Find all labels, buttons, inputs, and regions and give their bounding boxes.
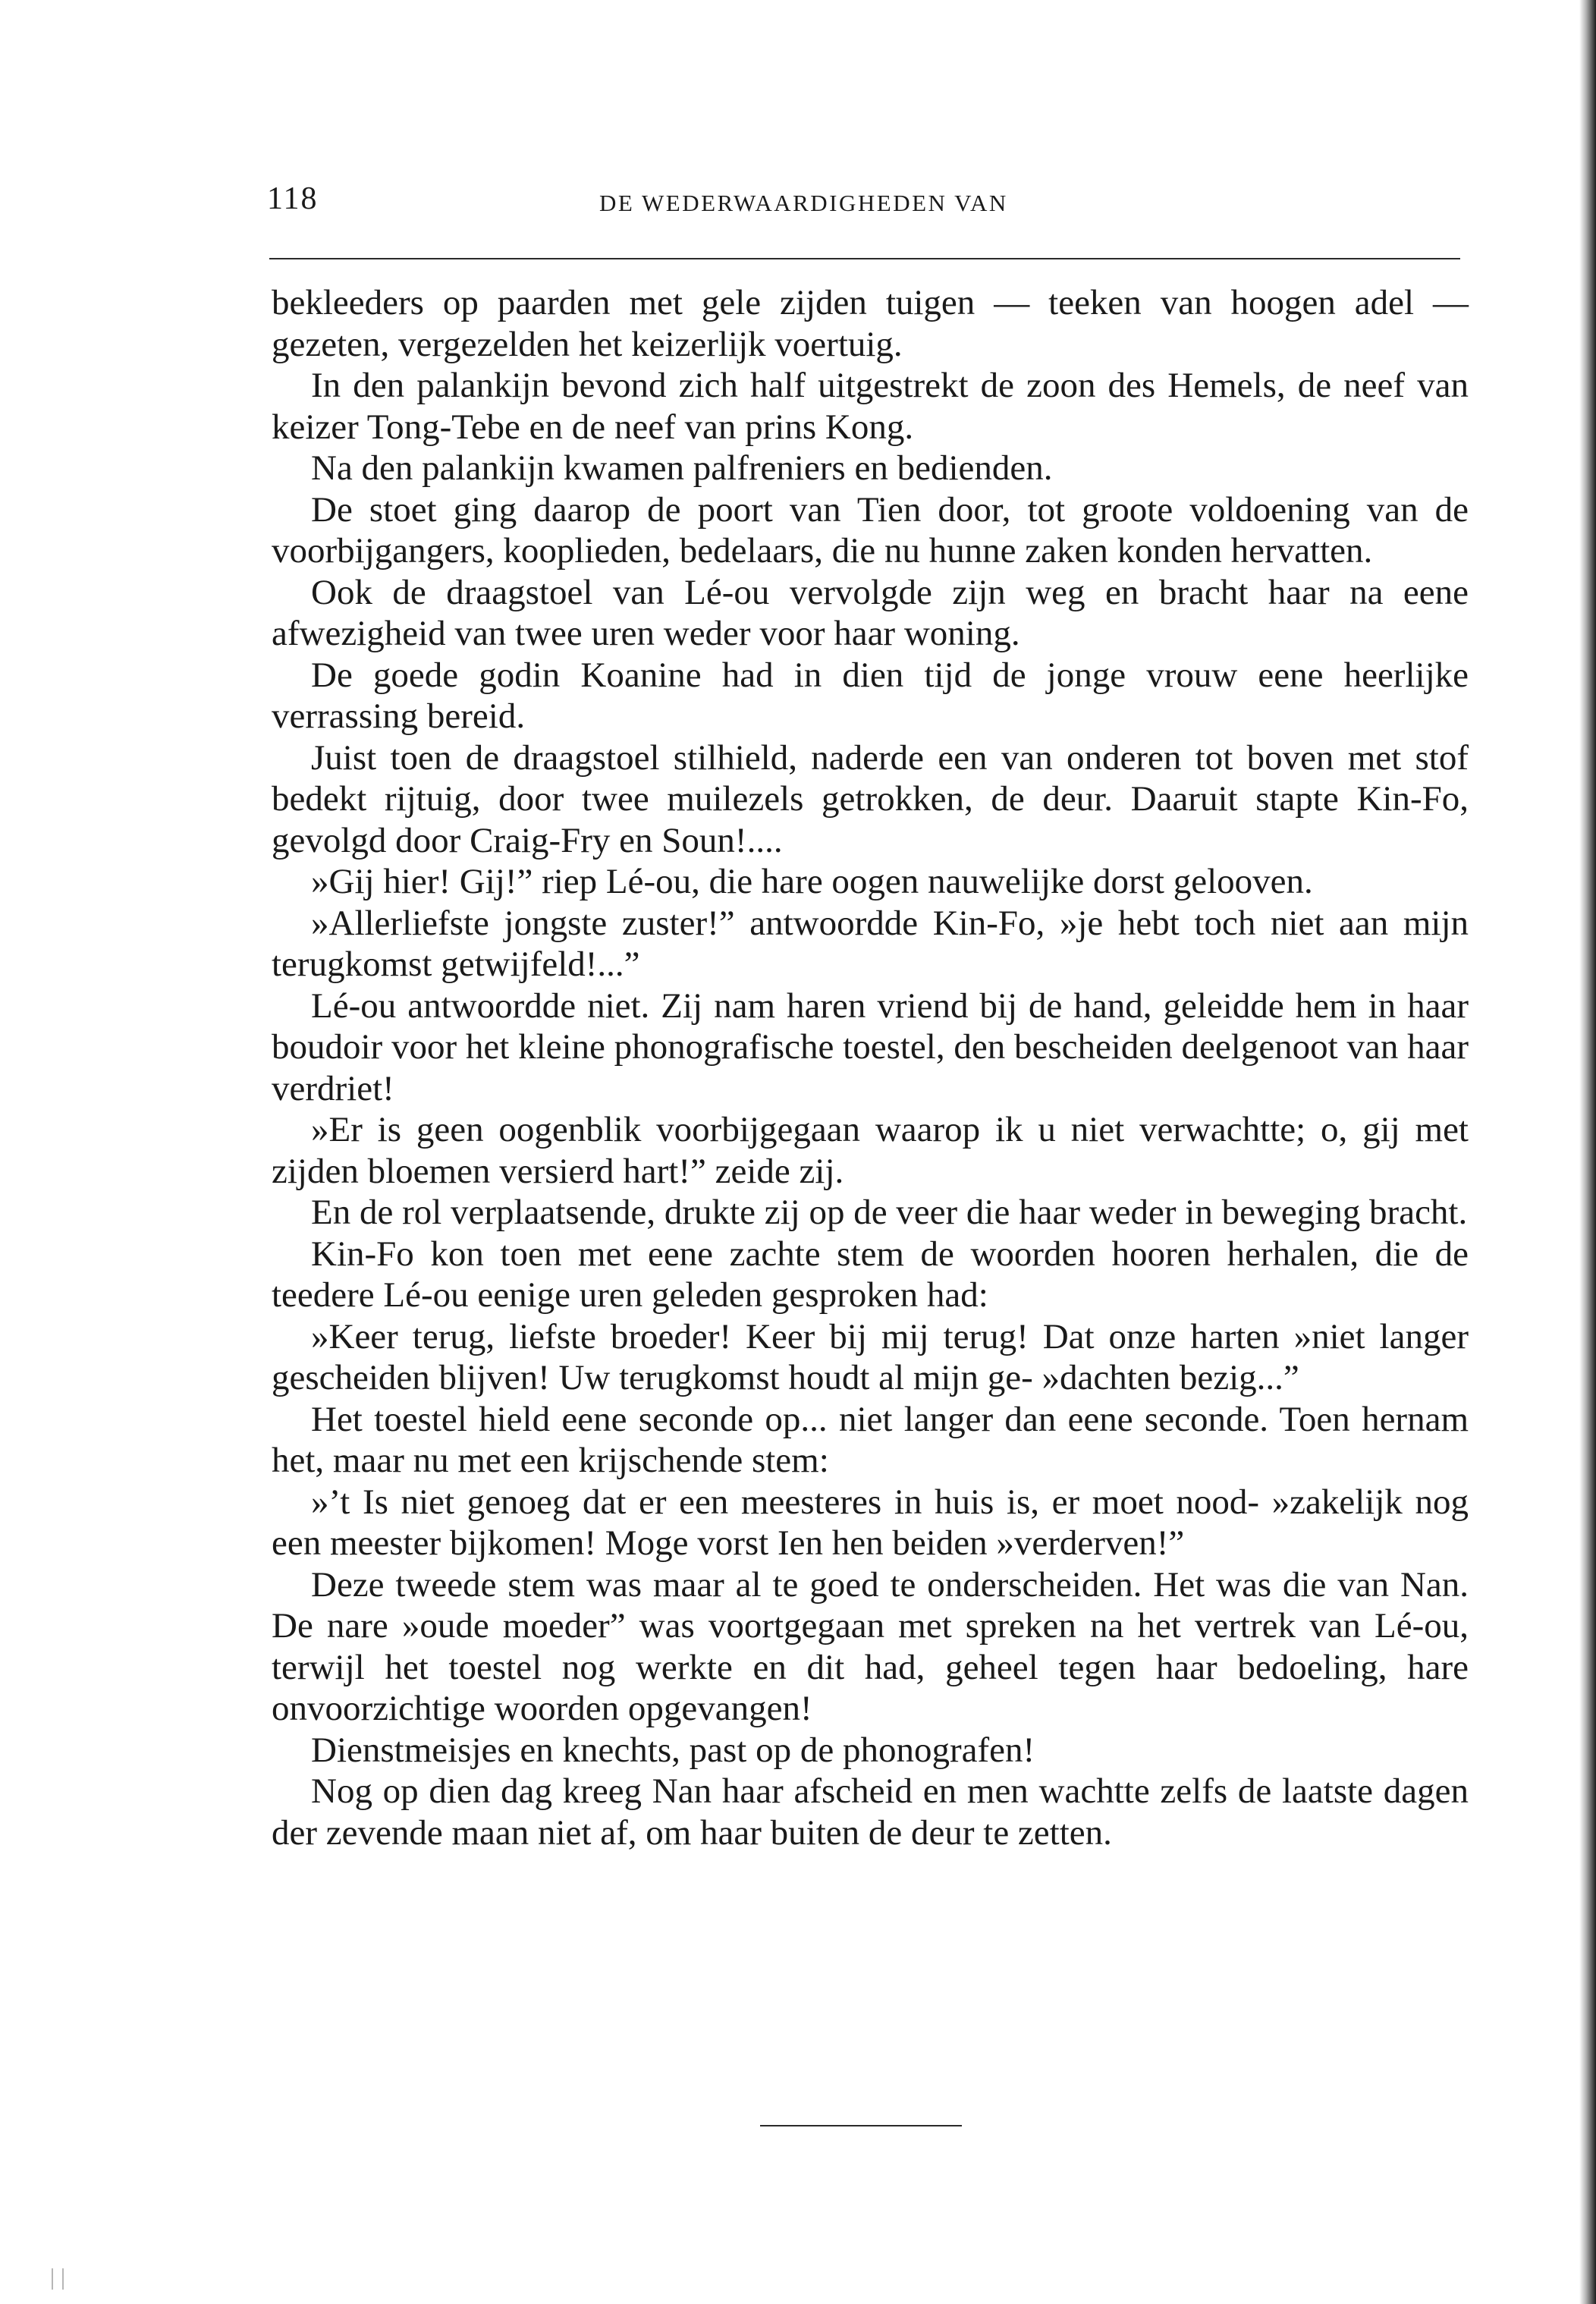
paragraph: In den palankijn bevond zich half uitgestrekt de zoon des Hemels, de neef van keizer Tong-Tebe en de neef van prins Kong. [272, 366, 1469, 447]
paragraph: bekleeders op paarden met gele zijden tuigen — teeken van hoogen adel — gezeten, vergezelden het keizerlijk voertuig. [272, 283, 1469, 364]
paragraph: »Gij hier! Gij!” riep Lé-ou, die hare oogen nauwelijke dorst gelooven. [311, 862, 1313, 901]
paragraph: Ook de draagstoel van Lé-ou vervolgde zijn weg en bracht haar na eene afwezigheid van twee uren weder voor haar woning. [272, 572, 1469, 653]
paragraph: Deze tweede stem was maar al te goed te onderscheiden. Het was die van Nan. De nare »oude moeder” was voortgegaan met spreken na het vertrek van Lé-ou, terwijl het toestel nog werkte en dit had, geheel tegen haar bedoeling, hare onvoorzichtige woorden opgevangen! [272, 1564, 1469, 1728]
paragraph: Kin-Fo kon toen met eene zachte stem de woorden hooren herhalen, die de teedere Lé-ou eenige uren geleden gesproken had: [272, 1234, 1469, 1315]
margin-mark [52, 2268, 64, 2290]
paragraph: En de rol verplaatsende, drukte zij op de veer die haar weder in beweging bracht. [311, 1193, 1468, 1232]
paragraph: »Keer terug, liefste broeder! Keer bij mij terug! Dat onze harten »niet langer gescheiden blijven! Uw terugkomst houdt al mijn ge- »dachten bezig...” [272, 1316, 1469, 1397]
paragraph: »Allerliefste jongste zuster!” antwoordde Kin-Fo, »je hebt toch niet aan mijn terugkomst getwijfeld!...” [272, 903, 1469, 984]
paragraph: Het toestel hield eene seconde op... niet langer dan eene seconde. Toen hernam het, maar nu met een krijschende stem: [272, 1399, 1469, 1480]
paragraph: »’t Is niet genoeg dat er een meesteres in huis is, er moet nood- »zakelijk nog een meester bijkomen! Moge vorst Ien hen beiden »verderven!” [272, 1482, 1469, 1563]
paragraph: Na den palankijn kwamen palfreniers en bedienden. [311, 448, 1053, 488]
running-head: DE WEDERWAARDIGHEDEN VAN [599, 190, 1008, 216]
paragraph: Lé-ou antwoordde niet. Zij nam haren vriend bij de hand, geleidde hem in haar boudoir voor het kleine phonografische toestel, den bescheiden deelgenoot van haar verdriet! [272, 985, 1469, 1108]
body-text [272, 282, 1469, 1853]
paragraph: Nog op dien dag kreeg Nan haar afscheid en men wachtte zelfs de laatste dagen der zevende maan niet af, om haar buiten de deur te zetten. [272, 1771, 1469, 1853]
paragraph: »Er is geen oogenblik voorbijgegaan waarop ik u niet verwachtte; o, gij met zijden bloemen versierd hart!” zeide zij. [272, 1110, 1469, 1191]
paragraph: Dienstmeisjes en knechts, past op de phonografen! [311, 1730, 1035, 1770]
binding-edge [1579, 0, 1596, 2304]
paragraph: Juist toen de draagstoel stilhield, naderde een van onderen tot boven met stof bedekt rijtuig, door twee muilezels getrokken, de deur. Daaruit stapte Kin-Fo, gevolgd door Craig-Fry en Soun!.... [272, 737, 1469, 860]
paragraph: De goede godin Koanine had in dien tijd de jonge vrouw eene heerlijke verrassing bereid. [272, 655, 1469, 736]
paragraph: De stoet ging daarop de poort van Tien door, tot groote voldoening van de voorbijgangers, kooplieden, bedelaars, die nu hunne zaken konden hervatten. [272, 489, 1469, 570]
header-rule [269, 258, 1460, 259]
chapter-end-rule [760, 2125, 962, 2126]
page-number: 118 [267, 181, 319, 216]
